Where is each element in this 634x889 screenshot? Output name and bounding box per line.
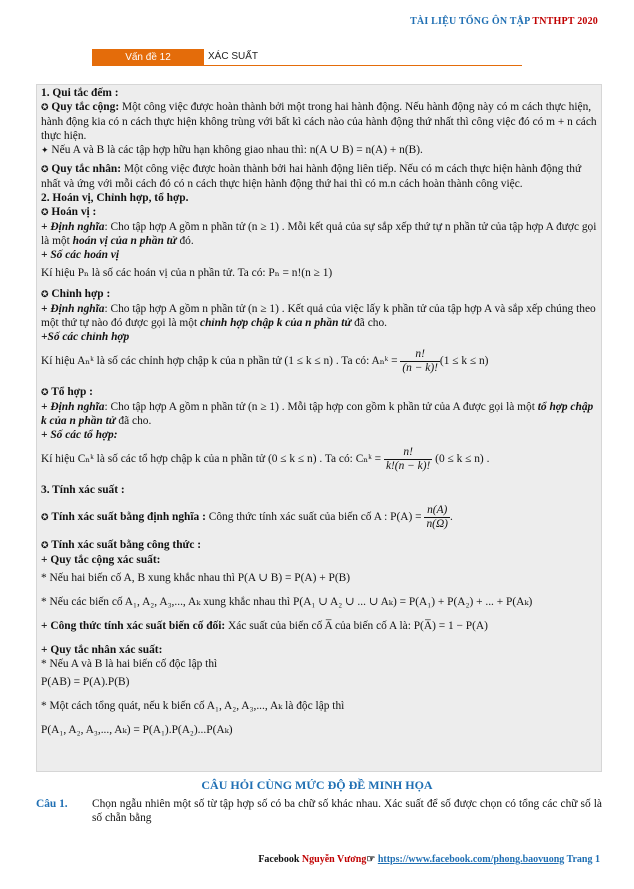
section-1-title: 1. Qui tắc đếm :: [41, 87, 119, 99]
add-rule-sets: Nếu A và B là các tập hợp hữu hạn không giao nhau thì: n(A ∪ B) = n(A) + n(B).: [51, 144, 423, 156]
gear-bullet-icon: ✪: [41, 103, 49, 113]
footer-page-number: Trang 1: [564, 854, 600, 865]
arr-def-label: + Định nghĩa: [41, 303, 105, 315]
comb-def-text: : Cho tập hợp A gồm n phần tử (n ≥ 1) . Mỗi tập hợp con gồm k phần tử của A được gọi là một: [104, 401, 538, 413]
prob-frac-num: n(A): [424, 504, 450, 518]
footer-prefix: Facebook: [258, 854, 302, 865]
perm-title: Hoán vị :: [51, 206, 97, 218]
diamond-bullet-icon: ✦: [41, 146, 49, 156]
gear-bullet-icon: ✪: [41, 388, 49, 398]
perm-def-term: hoán vị của n phần tử: [72, 235, 177, 247]
arr-frac-den: (n − k)!: [402, 362, 438, 374]
comb-count-formula: [41, 446, 597, 473]
questions-section-title: CÂU HỎI CÙNG MỨC ĐỘ ĐỀ MINH HỌA: [201, 778, 433, 792]
gear-bullet-icon: ✪: [41, 290, 49, 300]
comb-title: Tổ hợp :: [51, 386, 93, 398]
comb-count-title: + Số các tổ hợp:: [41, 429, 118, 441]
gear-bullet-icon: ✪: [41, 208, 49, 218]
prob-def-line: ✪ Tính xác suất bằng định nghĩa : Công thức tính xác suất của biến cố A : P(A) = $\frac{n(A)}{n(\Omega)}$ .: [41, 504, 453, 530]
add-rule-text: Một công việc được hoàn thành bởi một trong hai hành động. Nếu hành động này có m cách thực hiện, hành động kia có n cách thực hiện không trùng với bất kì cách nào của hành động thứ nhất thì công việc đó có m + n cách thực hiện.: [41, 101, 597, 142]
arr-def-text: : Cho tập hợp A gồm n phần tử (n ≥ 1) . Kết quả của việc lấy k phần tử của tập hợp A và sắp xếp chúng theo một thứ tự nào đó được gọi là một: [41, 303, 596, 329]
arr-def-end: đã cho.: [351, 317, 388, 329]
perm-title-line: [41, 205, 597, 220]
comb-title-line: [41, 385, 597, 400]
add-prob-1: * Nếu hai biến cố A, B xung khắc nhau thì P(A ∪ B) = P(A) + P(B): [41, 572, 351, 584]
mul-prob-title: + Quy tắc nhân xác suất:: [41, 644, 163, 656]
prob-formula-line: [41, 538, 597, 553]
gear-bullet-icon: ✪: [41, 541, 49, 551]
mul-prob-1-formula: P(AB) = P(A).P(B): [41, 676, 130, 688]
mul-prob-2-formula: P(A₁, A₂, A₃,..., Aₖ) = P(A₁).P(A₂)...P(Aₖ): [41, 724, 233, 736]
complement-line: [41, 619, 597, 633]
question-1: [36, 797, 602, 825]
complement-title: + Công thức tính xác suất biến cố đối:: [41, 620, 226, 632]
arr-frac-num: n!: [400, 348, 440, 362]
mul-rule-paragraph: [41, 162, 597, 191]
mul-rule-title: Quy tắc nhân:: [51, 163, 122, 175]
arr-count-text: Kí hiệu Aₙᵏ là số các chỉnh hợp chập k của n phần tử (1 ≤ k ≤ n) . Ta có: Aₙᵏ =: [41, 355, 398, 368]
perm-def-text: : Cho tập hợp A gồm n phần tử (n ≥ 1) . Mỗi kết quả của sự sắp xếp thứ tự n phần tử của tập hợp A được gọi là một: [41, 221, 597, 247]
arr-cond: (1 ≤ k ≤ n): [439, 355, 489, 368]
comb-frac-num: n!: [384, 446, 432, 460]
arr-title: Chỉnh hợp :: [51, 288, 111, 300]
perm-count-title: + Số các hoán vị: [41, 249, 119, 261]
section-3-title: 3. Tính xác suất :: [41, 484, 125, 496]
perm-def-label: + Định nghĩa: [41, 221, 105, 233]
comb-def: [41, 400, 597, 428]
mul-prob-2: * Một cách tổng quát, nếu k biến cố A₁, A₂, A₃,..., Aₖ là độc lập thì: [41, 700, 345, 712]
perm-count-text: Kí hiệu Pₙ là số các hoán vị của n phần tử. Ta có: Pₙ = n!(n ≥ 1): [41, 267, 333, 279]
footer-author: Nguyễn Vương: [301, 854, 367, 865]
gear-bullet-icon: ✪: [41, 165, 49, 175]
add-prob-2: * Nếu các biến cố A₁, A₂, A₃,..., Aₖ xung khắc nhau thì P(A₁ ∪ A₂ ∪ ... ∪ Aₖ) = P(A₁) + P(A₂) + ... + P(Aₖ): [41, 596, 533, 608]
footer-facebook-link[interactable]: https://www.facebook.com/phong.baovuong: [377, 854, 565, 865]
add-rule-title: Quy tắc cộng:: [51, 101, 120, 113]
section-2-title: 2. Hoán vị, Chỉnh hợp, tổ hợp.: [41, 192, 189, 204]
comb-def-end: đã cho.: [115, 415, 152, 427]
perm-def-end: đó.: [176, 235, 194, 247]
arr-count-title: +Số các chỉnh hợp: [41, 331, 130, 343]
arr-def: [41, 302, 597, 330]
add-rule-paragraph: [41, 100, 597, 143]
arr-count-formula: [41, 348, 597, 375]
complement-text: Xác suất của biến cố A̅ của biến cố A là: P(A̅) = 1 − P(A): [225, 620, 488, 632]
topic-bar: [92, 49, 522, 66]
header-title-prefix: TÀI LIỆU TỔNG ÔN TẬP: [410, 16, 533, 27]
comb-def-label: + Định nghĩa: [41, 401, 105, 413]
comb-fraction: [384, 446, 432, 473]
prob-frac-den: n(Ω): [426, 518, 448, 530]
comb-def-term: tổ hợp chập k của n phần tử: [41, 401, 594, 427]
arr-title-line: [41, 287, 597, 302]
header-title: [410, 15, 598, 29]
prob-def-text: Công thức tính xác suất của biến cố A : P(A) =: [205, 511, 422, 524]
prob-fraction: [424, 504, 450, 531]
mul-prob-1: * Nếu A và B là hai biến cố độc lập thì: [41, 658, 218, 670]
prob-def-title: Tính xác suất bằng định nghĩa :: [51, 511, 206, 524]
question-text: Chọn ngẫu nhiên một số từ tập hợp số có ba chữ số khác nhau. Xác suất để số được chọn có tổng các chữ số là số chẵn bằng: [92, 798, 602, 824]
question-label: Câu 1.: [36, 798, 68, 810]
add-rule-sets-paragraph: [41, 143, 597, 158]
theory-panel: [36, 84, 602, 772]
perm-def: [41, 220, 597, 248]
header-title-year: TNTHPT 2020: [532, 16, 598, 27]
topic-underline: [204, 65, 522, 66]
topic-label: Vấn đề 12: [92, 49, 204, 66]
prob-formula-title: Tính xác suất bằng công thức :: [51, 539, 202, 551]
topic-name: XÁC SUẤT: [208, 51, 259, 62]
comb-cond: (0 ≤ k ≤ n) .: [432, 453, 490, 466]
gear-bullet-icon: ✪: [41, 513, 49, 524]
arr-def-term: chỉnh hợp chập k của n phần tử: [200, 317, 352, 329]
mul-rule-text: Một công việc được hoàn thành bởi hai hành động liên tiếp. Nếu có m cách thực hiện hành động thứ nhất và ứng với mỗi cách đó có n cách thực hiện hành động thứ hai thì có m.n cách hoàn thành công việc.: [41, 163, 582, 190]
add-prob-title: + Quy tắc cộng xác suất:: [41, 554, 161, 566]
footer: [258, 853, 600, 867]
pointing-hand-icon: ☞: [366, 854, 378, 865]
arr-fraction: [400, 348, 440, 375]
comb-frac-den: k!(n − k)!: [385, 460, 431, 472]
comb-count-text: Kí hiệu Cₙᵏ là số các tổ hợp chập k của n phần tử (0 ≤ k ≤ n) . Ta có: Cₙᵏ =: [41, 453, 382, 466]
